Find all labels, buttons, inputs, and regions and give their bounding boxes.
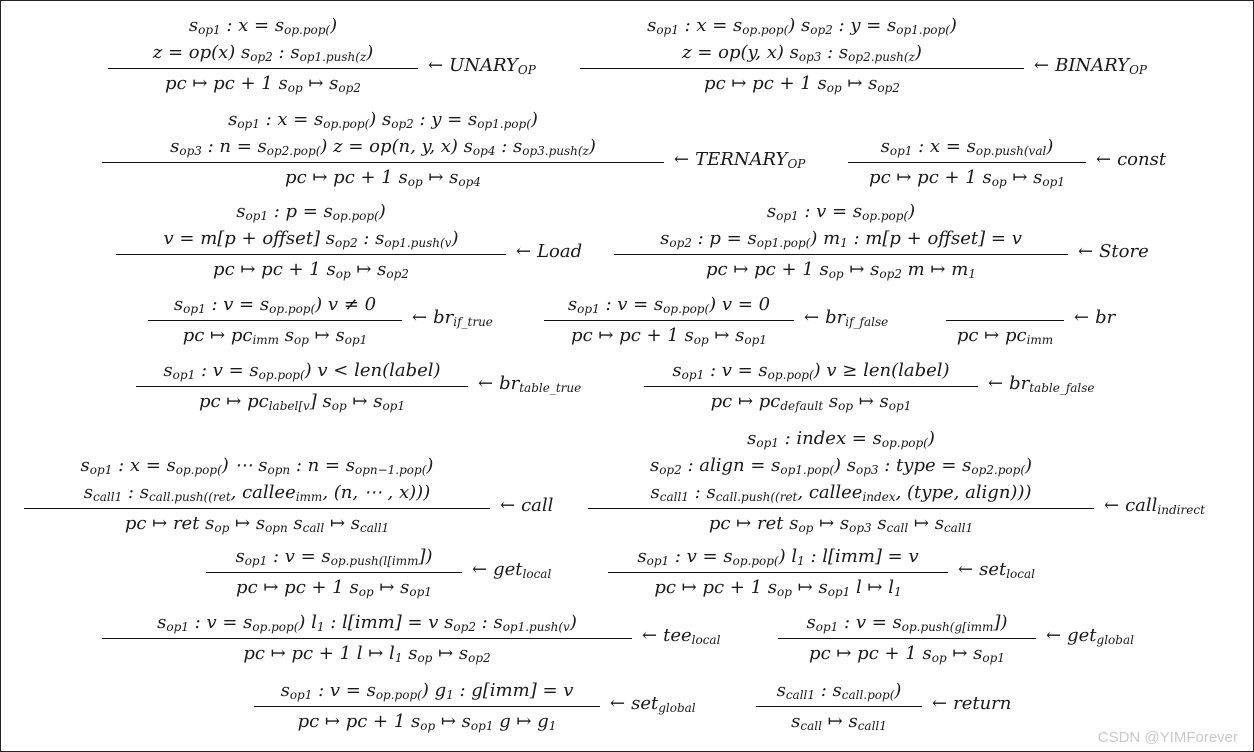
premise: $s_{op1}$ : $v = s_{op.pop(}$) xyxy=(766,201,916,223)
conclusion: pc ↦ pc + 1 $s_{op}$ ↦ $s_{op1}$ xyxy=(809,643,1005,665)
inference-bar xyxy=(102,638,632,639)
rule-ternary xyxy=(102,106,806,191)
rule-load xyxy=(116,198,583,283)
inference-bar xyxy=(136,386,468,387)
watermark: CSDN @YIMForever xyxy=(1097,729,1238,746)
premise: $s_{op1}$ : $v = s_{op.pop(}$) $g_1$ : g[imm] = v xyxy=(280,680,574,702)
conclusion: pc ↦ pc + 1 $s_{op}$ ↦ $s_{op2}$ xyxy=(704,73,900,95)
conclusion: pc ↦ pc + 1 $s_{op}$ ↦ $s_{op1}$ l ↦ $l_1$ xyxy=(654,577,902,599)
rule-br xyxy=(946,291,1116,349)
inference-bar xyxy=(102,162,664,163)
rule-name: ← $br_{if\_true}$ xyxy=(412,307,493,329)
rule-name: ← $BINARY_{OP}$ xyxy=(1034,55,1147,77)
conclusion: pc ↦ pc + 1 $s_{op}$ ↦ $s_{op1}$ xyxy=(571,325,767,347)
premise: $s_{op1}$ : $v = s_{op.pop(}$) v = 0 xyxy=(567,294,771,316)
premise: $s_{op1}$ : $v = s_{op.pop(}$) $l_1$ : l[imm] = v xyxy=(637,546,919,568)
conclusion: pc ↦ pc + 1 $s_{op}$ ↦ $s_{op1}$ xyxy=(236,577,432,599)
rule-call xyxy=(24,452,554,537)
rule-teel xyxy=(102,609,721,667)
rule-name: ← $br_{table\_true}$ xyxy=(478,373,582,395)
rule-briff xyxy=(544,291,889,349)
rule-name: ← $UNARY_{OP}$ xyxy=(428,55,536,77)
rule-name: ← call$_{indirect}$ xyxy=(1104,495,1205,517)
conclusion: pc ↦ $pc_{imm}$ $s_{op}$ ↦ $s_{op1}$ xyxy=(182,325,368,347)
rule-binary xyxy=(580,12,1147,97)
inference-bar xyxy=(148,320,402,321)
inference-bar xyxy=(108,68,418,69)
rule-name: ← get$_{global}$ xyxy=(1046,625,1134,647)
rule-name: ← Load xyxy=(516,241,583,262)
premise: $s_{op1}$ : $v = s_{op.push(l[imm}$]) xyxy=(235,546,433,568)
premise: $s_{op1}$ : $x = s_{op.pop(}$) ⋯ $s_{opn}$ : $n = s_{opn-1.pop(}$) xyxy=(80,455,434,477)
rule-name: ← $br_{table\_false}$ xyxy=(988,373,1095,395)
inference-bar xyxy=(580,68,1024,69)
premise: $s_{op1}$ : index = $s_{op.pop(}$) xyxy=(747,428,935,450)
premise: v = m[p + offset] $s_{op2}$ : $s_{op1.push(v}$) xyxy=(163,228,459,250)
rule-name: ← set$_{global}$ xyxy=(610,693,696,715)
rule-name: ← call xyxy=(500,495,554,516)
conclusion: pc ↦ pc + 1 $s_{op}$ ↦ $s_{op2}$ xyxy=(165,73,361,95)
premise: $s_{op1}$ : $x = s_{op.pop(}$) $s_{op2}$ : $y = s_{op1.pop(}$) xyxy=(228,109,538,131)
rule-unary xyxy=(108,12,536,97)
rule-calli xyxy=(588,425,1205,537)
inference-bar xyxy=(254,706,600,707)
premise: $s_{op1}$ : $v = s_{op.pop(}$) v ≥ len(label) xyxy=(672,360,950,382)
rule-setl xyxy=(608,543,1035,601)
conclusion: $s_{call}$ ↦ $s_{call1}$ xyxy=(791,711,887,733)
inference-bar xyxy=(644,386,978,387)
conclusion: pc ↦ $pc_{imm}$ xyxy=(956,325,1054,347)
conclusion: pc ↦ ret $s_{op}$ ↦ $s_{op3}$ $s_{call}$ ↦ $s_{call1}$ xyxy=(708,513,974,535)
rule-store xyxy=(614,198,1149,283)
inference-bar xyxy=(848,162,1086,163)
rule-getl xyxy=(206,543,552,601)
premise: $s_{op3}$ : $n = s_{op2.pop(}$) z = op(n, y, x) $s_{op4}$ : $s_{op3.push(z}$) xyxy=(170,136,596,158)
rule-name: ← $TERNARY_{OP}$ xyxy=(674,149,806,171)
rule-name: ← Store xyxy=(1078,241,1149,262)
inference-bar xyxy=(24,508,490,509)
rule-brtf xyxy=(644,357,1095,415)
premise: $s_{op1}$ : $v = s_{op.pop(}$) v < len(label) xyxy=(163,360,441,382)
rule-name: ← return xyxy=(932,693,1012,714)
rule-name: ← const xyxy=(1096,149,1167,170)
premise: $s_{op2}$ : align = $s_{op1.pop(}$) $s_{op3}$ : type = $s_{op2.pop(}$) xyxy=(649,455,1033,477)
inference-bar xyxy=(206,572,462,573)
conclusion: pc ↦ pc + 1 $s_{op}$ ↦ $s_{op2}$ xyxy=(213,259,409,281)
inference-bar xyxy=(588,508,1094,509)
inference-bar xyxy=(116,254,506,255)
premise: $s_{op1}$ : $x = s_{op.push(val}$) xyxy=(880,136,1054,158)
conclusion: pc ↦ pc + 1 $s_{op}$ ↦ $s_{op4}$ xyxy=(285,167,481,189)
rule-brift xyxy=(148,291,493,349)
rule-name: ← br xyxy=(1074,307,1116,328)
premise: $s_{op1}$ : $v = s_{op.pop(}$) $l_1$ : l[imm] = v $s_{op2}$ : $s_{op1.push(v}$) xyxy=(157,612,577,634)
premise: $s_{op1}$ : $p = s_{op.pop(}$) xyxy=(236,201,386,223)
inference-bar xyxy=(608,572,948,573)
conclusion: pc ↦ pc + 1 $s_{op}$ ↦ $s_{op1}$ g ↦ $g_1$ xyxy=(297,711,557,733)
rule-brtt xyxy=(136,357,582,415)
rule-name: ← set$_{local}$ xyxy=(958,559,1035,581)
rule-name: ← get$_{local}$ xyxy=(472,559,552,581)
conclusion: pc ↦ $pc_{label[v}$] $s_{op}$ ↦ $s_{op1}$ xyxy=(198,391,405,413)
conclusion: pc ↦ pc + 1 l ↦ $l_1$ $s_{op}$ ↦ $s_{op2}$ xyxy=(243,643,491,665)
rule-name: ← $br_{if\_false}$ xyxy=(804,307,889,329)
inference-bar xyxy=(614,254,1068,255)
conclusion: pc ↦ ret $s_{op}$ ↦ $s_{opn}$ $s_{call}$ ↦ $s_{call1}$ xyxy=(124,513,390,535)
premise: $s_{op1}$ : $x = s_{op.pop(}$) $s_{op2}$ : $y = s_{op1.pop(}$) xyxy=(647,15,957,37)
premise: z = op(x) $s_{op2}$ : $s_{op1.push(z}$) xyxy=(152,42,374,64)
premise: $s_{call1}$ : $s_{call.push((ret}$, callee$_{imm}$, (n, ⋯ , x))) xyxy=(83,482,431,504)
rule-getg xyxy=(778,609,1134,667)
premise: $s_{op1}$ : $v = s_{op.push(g[imm}$]) xyxy=(806,612,1008,634)
rule-const xyxy=(848,133,1167,191)
conclusion: pc ↦ pc + 1 $s_{op}$ ↦ $s_{op2}$ m ↦ $m_1$ xyxy=(706,259,976,281)
conclusion: pc ↦ $pc_{default}$ $s_{op}$ ↦ $s_{op1}$ xyxy=(710,391,912,413)
premise: z = op(y, x) $s_{op3}$ : $s_{op2.push(z}$) xyxy=(682,42,922,64)
inference-bar xyxy=(778,638,1036,639)
rule-name: ← tee$_{local}$ xyxy=(642,625,721,647)
inference-bar xyxy=(756,706,922,707)
inference-bar xyxy=(544,320,794,321)
conclusion: pc ↦ pc + 1 $s_{op}$ ↦ $s_{op1}$ xyxy=(869,167,1065,189)
premise: $s_{call1}$ : $s_{call.pop(}$) xyxy=(776,680,902,702)
premise: $s_{call1}$ : $s_{call.push((ret}$, callee$_{index}$, (type, align))) xyxy=(650,482,1032,504)
inference-bar xyxy=(946,320,1064,321)
premise xyxy=(946,291,1064,318)
premise: $s_{op2}$ : $p = s_{op1.pop(}$) $m_1$ : m[p + offset] = v xyxy=(660,228,1022,250)
premise: $s_{op1}$ : $x = s_{op.pop(}$) xyxy=(188,15,338,37)
rule-setg xyxy=(254,677,696,735)
premise: $s_{op1}$ : $v = s_{op.pop(}$) v ≠ 0 xyxy=(173,294,377,316)
rule-ret xyxy=(756,677,1012,735)
